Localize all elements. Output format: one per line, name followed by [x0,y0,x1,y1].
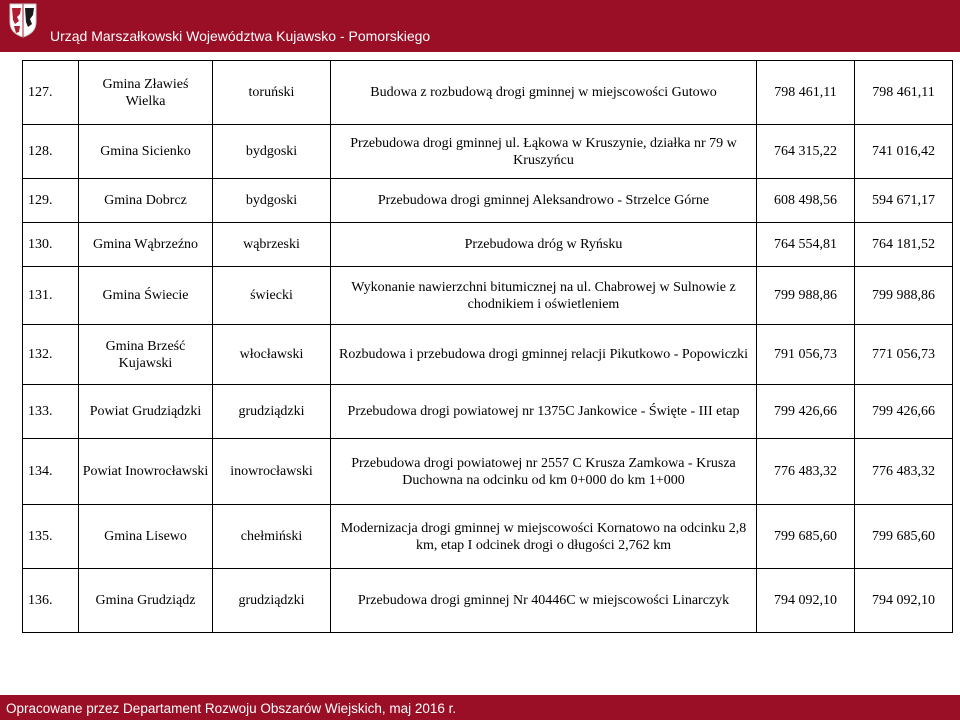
row-number: 128. [23,125,79,179]
amount-total-cell: 799 988,86 [757,267,855,325]
data-table-container [22,60,952,636]
amount-total-cell: 764 315,22 [757,125,855,179]
amount-total-cell: 798 461,11 [757,61,855,125]
powiat-cell: grudziądzki [213,569,331,633]
row-number: 131. [23,267,79,325]
amount-grant-cell: 799 426,66 [855,385,953,439]
task-cell: Modernizacja drogi gminnej w miejscowości Kornatowo na odcinku 2,8 km, etap I odcinek drogi o długości 2,762 km [331,505,757,569]
gmina-cell: Powiat Grudziądzki [79,385,213,439]
amount-total-cell: 799 685,60 [757,505,855,569]
coat-of-arms-icon [8,2,38,38]
task-cell: Przebudowa dróg w Ryńsku [331,223,757,267]
task-cell: Przebudowa drogi powiatowej nr 2557 C Krusza Zamkowa - Krusza Duchowna na odcinku od km 0+000 do km 1+000 [331,439,757,505]
amount-total-cell: 799 426,66 [757,385,855,439]
table-row [23,505,953,569]
powiat-cell: chełmiński [213,505,331,569]
table-row [23,385,953,439]
task-cell: Rozbudowa i przebudowa drogi gminnej relacji Pikutkowo - Popowiczki [331,325,757,385]
task-cell: Wykonanie nawierzchni bitumicznej na ul. Chabrowej w Sulnowie z chodnikiem i oświetleniem [331,267,757,325]
page-footer [0,695,960,720]
powiat-cell: grudziądzki [213,385,331,439]
table-row [23,179,953,223]
amount-grant-cell: 771 056,73 [855,325,953,385]
amount-grant-cell: 794 092,10 [855,569,953,633]
amount-total-cell: 791 056,73 [757,325,855,385]
amount-total-cell: 764 554,81 [757,223,855,267]
task-cell: Przebudowa drogi gminnej ul. Łąkowa w Kruszynie, działka nr 79 w Kruszyńcu [331,125,757,179]
gmina-cell: Gmina Wąbrzeźno [79,223,213,267]
powiat-cell: wąbrzeski [213,223,331,267]
table-row [23,439,953,505]
amount-total-cell: 608 498,56 [757,179,855,223]
amount-grant-cell: 594 671,17 [855,179,953,223]
amount-grant-cell: 741 016,42 [855,125,953,179]
table-row [23,267,953,325]
task-cell: Przebudowa drogi gminnej Aleksandrowo - Strzelce Górne [331,179,757,223]
amount-grant-cell: 764 181,52 [855,223,953,267]
gmina-cell: Powiat Inowrocławski [79,439,213,505]
amount-grant-cell: 798 461,11 [855,61,953,125]
powiat-cell: toruński [213,61,331,125]
powiat-cell: inowrocławski [213,439,331,505]
gmina-cell: Gmina Zławieś Wielka [79,61,213,125]
footer-text: Opracowane przez Departament Rozwoju Obszarów Wiejskich, maj 2016 r. [6,701,457,716]
row-number: 135. [23,505,79,569]
gmina-cell: Gmina Lisewo [79,505,213,569]
amount-grant-cell: 799 988,86 [855,267,953,325]
row-number: 130. [23,223,79,267]
amount-grant-cell: 799 685,60 [855,505,953,569]
amount-total-cell: 776 483,32 [757,439,855,505]
gmina-cell: Gmina Sicienko [79,125,213,179]
task-cell: Przebudowa drogi gminnej Nr 40446C w miejscowości Linarczyk [331,569,757,633]
gmina-cell: Gmina Dobrcz [79,179,213,223]
powiat-cell: bydgoski [213,179,331,223]
header-title: Urząd Marszałkowski Województwa Kujawsko - Pomorskiego [50,28,431,44]
task-cell: Budowa z rozbudową drogi gminnej w miejscowości Gutowo [331,61,757,125]
gmina-cell: Gmina Brześć Kujawski [79,325,213,385]
table-row [23,325,953,385]
row-number: 134. [23,439,79,505]
row-number: 129. [23,179,79,223]
table-row [23,223,953,267]
gmina-cell: Gmina Grudziądz [79,569,213,633]
row-number: 136. [23,569,79,633]
powiat-cell: włocławski [213,325,331,385]
powiat-cell: bydgoski [213,125,331,179]
table-row [23,125,953,179]
row-number: 132. [23,325,79,385]
table-row [23,61,953,125]
task-cell: Przebudowa drogi powiatowej nr 1375C Jankowice - Święte - III etap [331,385,757,439]
row-number: 133. [23,385,79,439]
projects-table [22,60,953,633]
powiat-cell: świecki [213,267,331,325]
table-row [23,569,953,633]
page-header [0,0,960,52]
gmina-cell: Gmina Świecie [79,267,213,325]
amount-grant-cell: 776 483,32 [855,439,953,505]
amount-total-cell: 794 092,10 [757,569,855,633]
row-number: 127. [23,61,79,125]
